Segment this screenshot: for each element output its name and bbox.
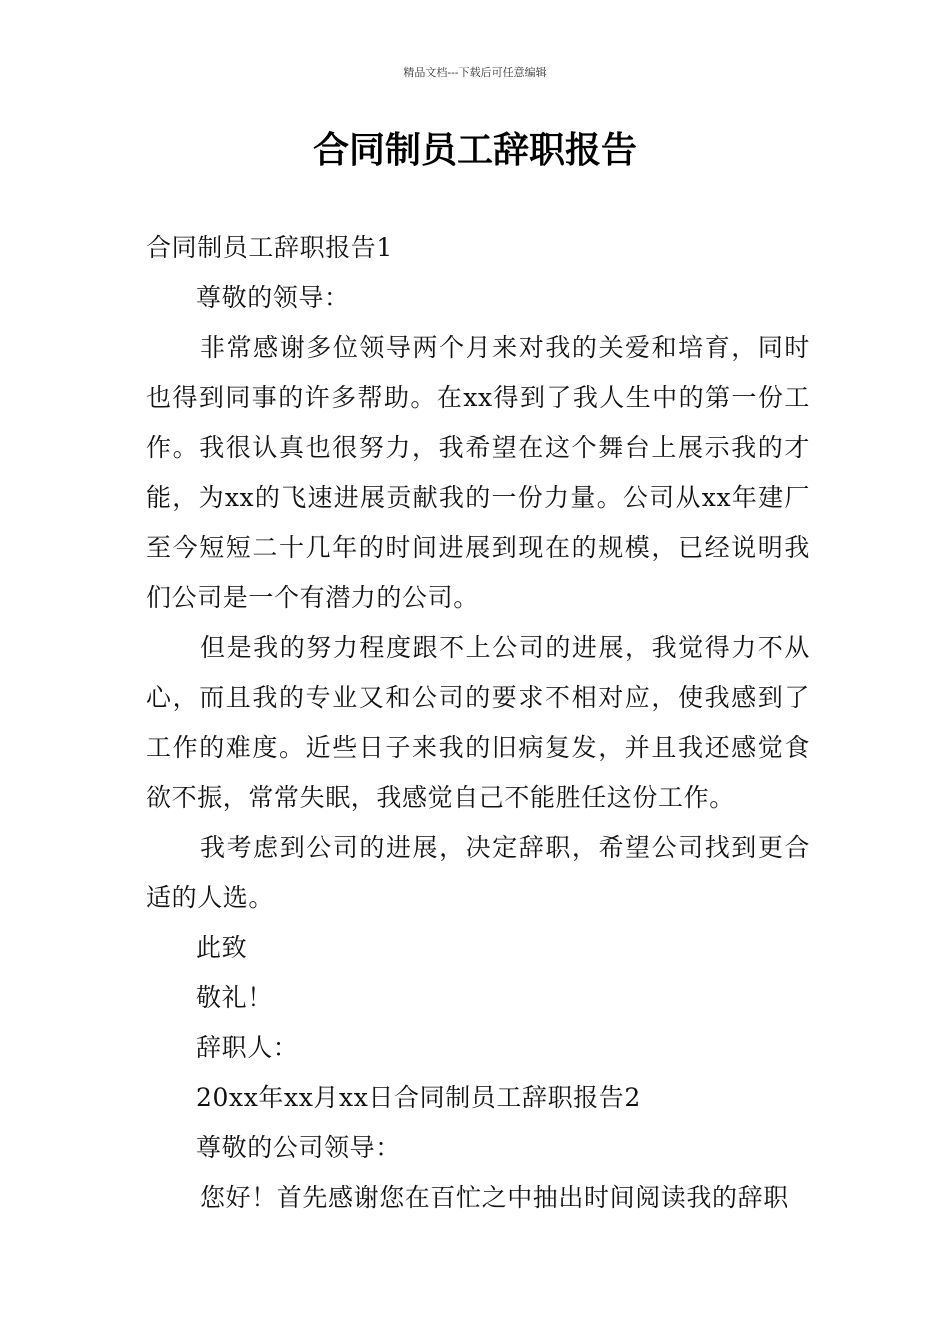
signature-label: 辞职人： bbox=[196, 1033, 299, 1062]
date-and-section-heading: 20xx年xx月xx日合同制员工辞职报告2 bbox=[196, 1083, 641, 1112]
body-paragraph: 非常感谢多位领导两个月来对我的关爱和培育，同时也得到同事的许多帮助。在xx得到了我人生中的第一份工作。我很认真也很努力，我希望在这个舞台上展示我的才能，为xx的飞速进展贡献我的一份力量。公司从xx年建厂至今短短二十几年的时间进展到现在的规模，已经说明我们公司是一个有潜力的公司。 bbox=[146, 333, 810, 612]
closing-line: 此致 bbox=[196, 933, 248, 962]
section-heading: 合同制员工辞职报告1 bbox=[146, 233, 393, 262]
body-paragraph: 但是我的努力程度跟不上公司的进展，我觉得力不从心，而且我的专业又和公司的要求不相对应，使我感到了工作的难度。近些日子来我的旧病复发，并且我还感觉食欲不振，常常失眠，我感觉自己不能胜任这份工作。 bbox=[146, 633, 810, 812]
document-title: 合同制员工辞职报告 bbox=[312, 130, 637, 171]
salutation: 尊敬的公司领导： bbox=[196, 1133, 401, 1162]
body-paragraph: 我考虑到公司的进展，决定辞职，希望公司找到更合适的人选。 bbox=[146, 833, 810, 912]
document-header-note: 精品文档---下载后可任意编辑 bbox=[403, 66, 547, 79]
document-body bbox=[146, 223, 810, 1223]
closing-regards: 敬礼！ bbox=[196, 983, 273, 1012]
body-paragraph: 您好！首先感谢您在百忙之中抽出时间阅读我的辞职 bbox=[200, 1183, 789, 1212]
salutation: 尊敬的领导： bbox=[196, 283, 350, 312]
